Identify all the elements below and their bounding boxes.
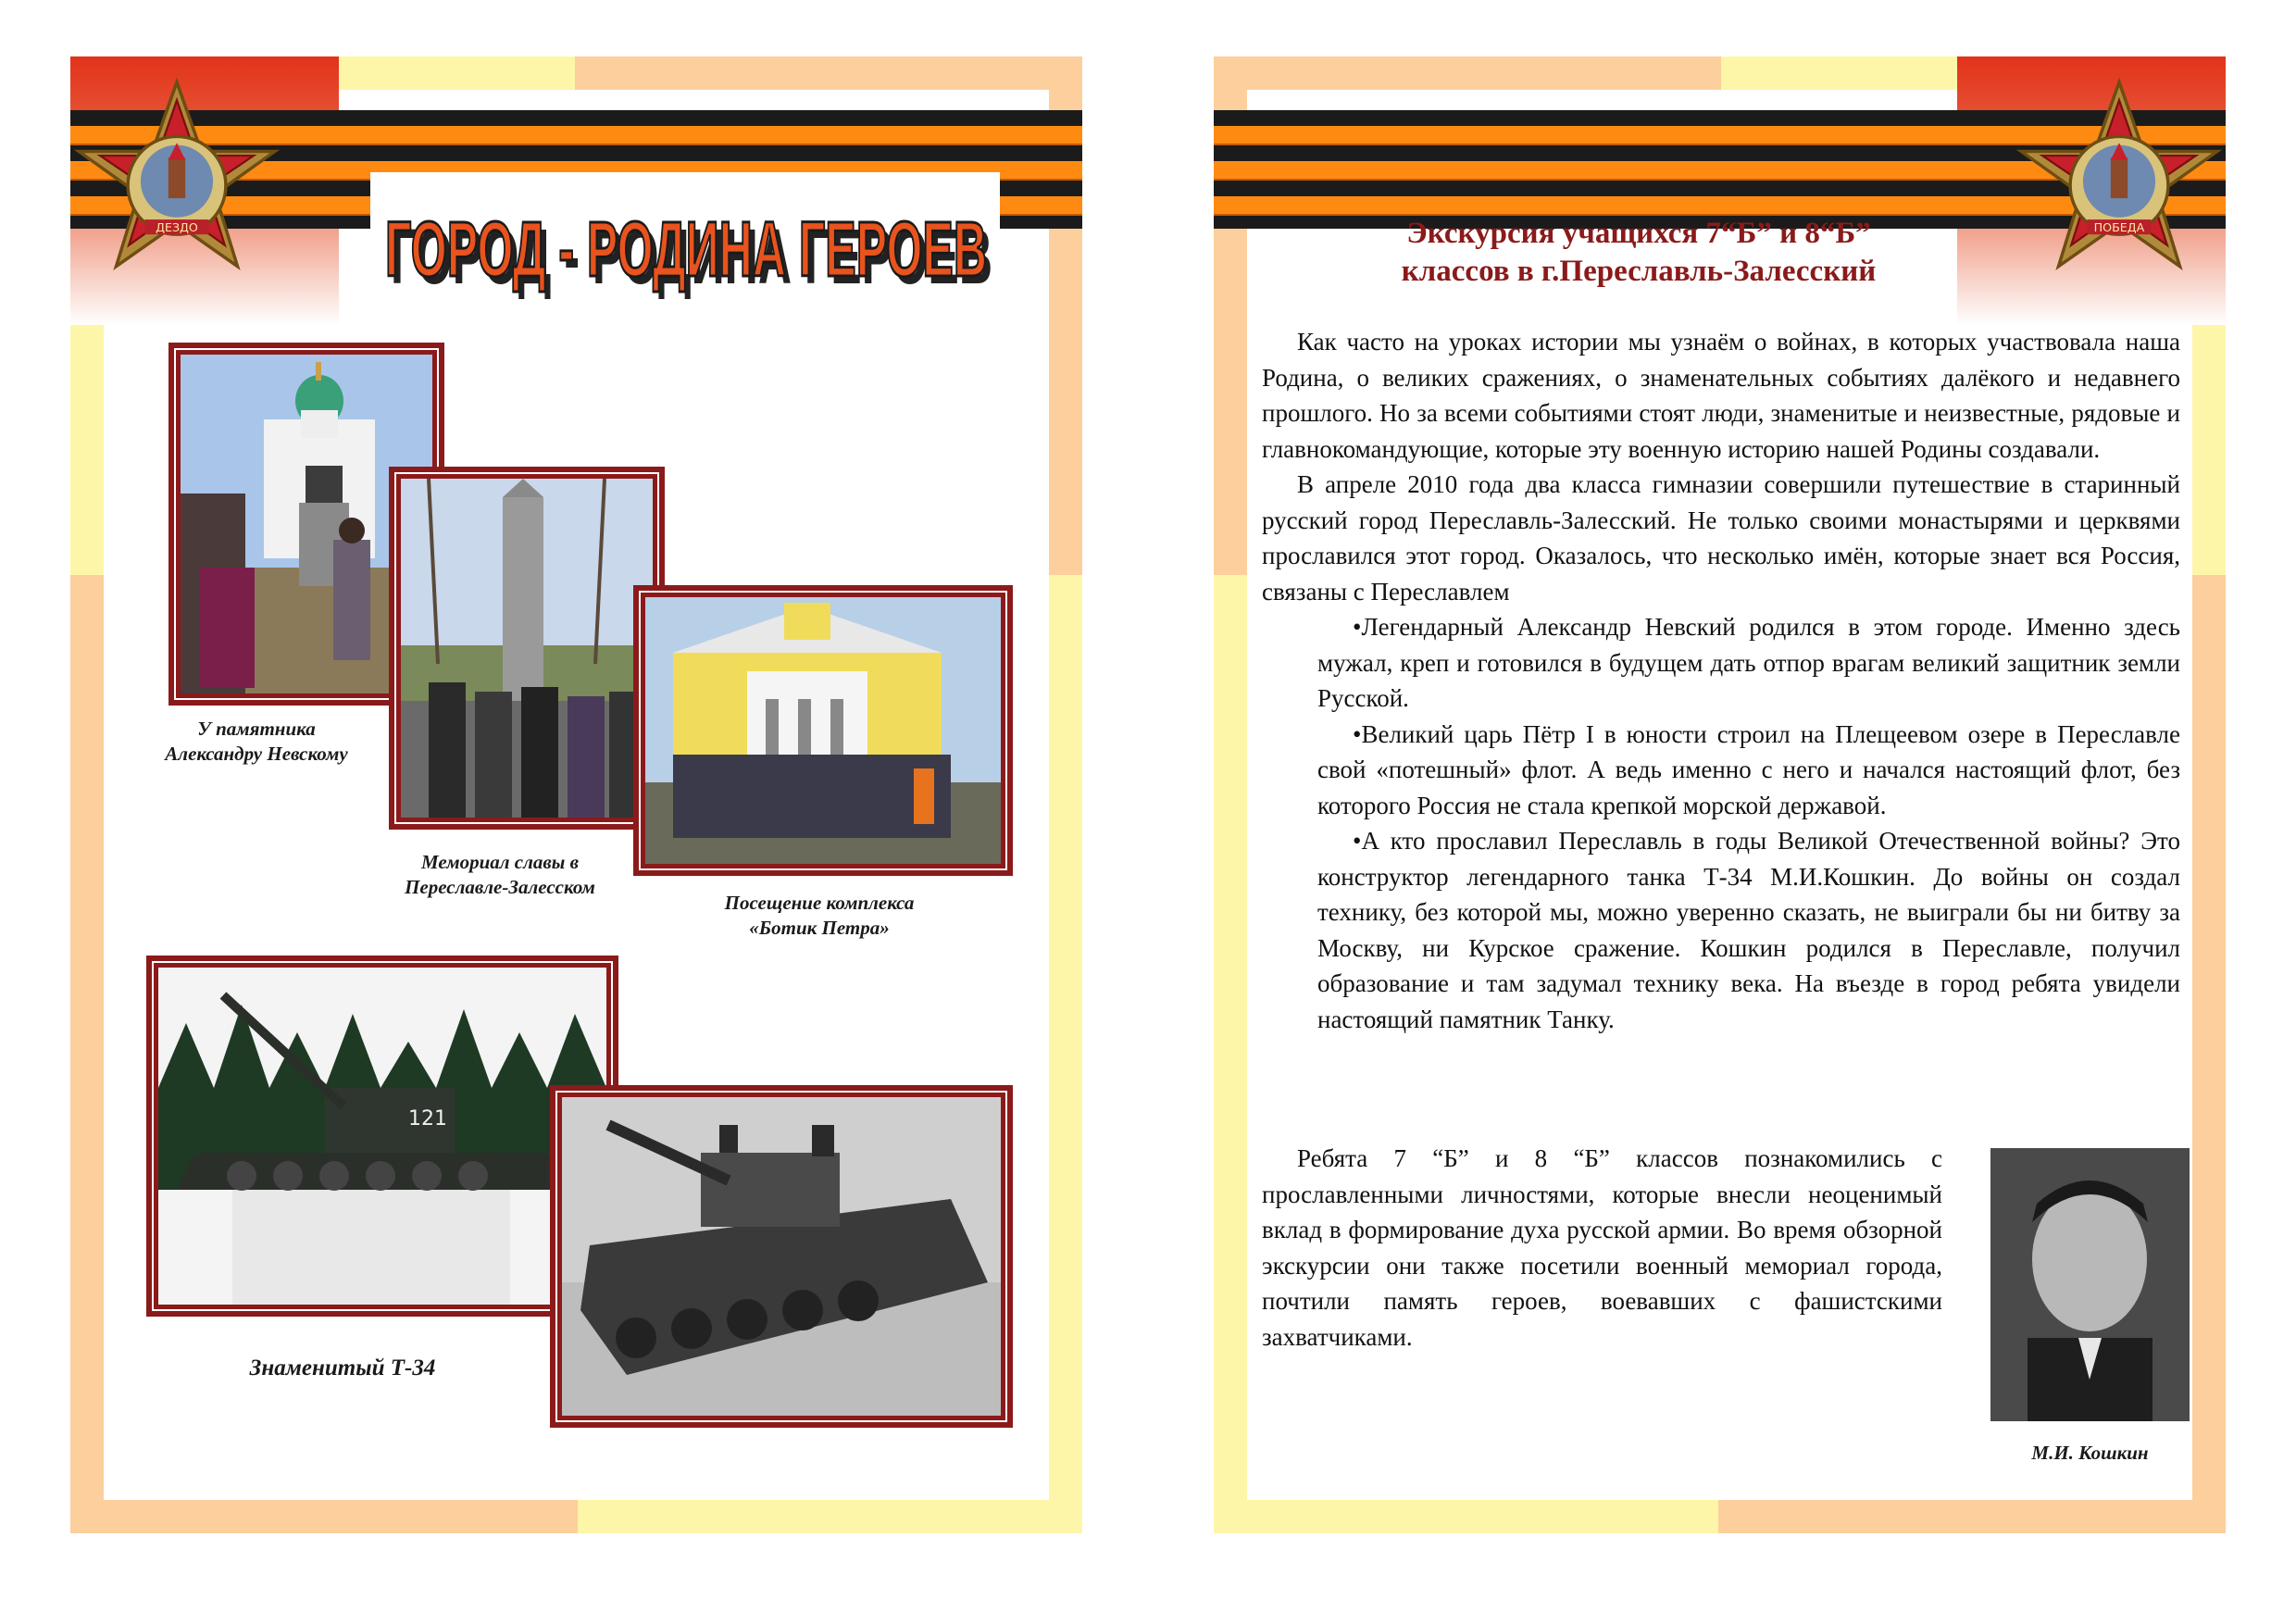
photo-botik-petra bbox=[641, 593, 1005, 868]
article-heading bbox=[1278, 215, 2000, 292]
svg-text:ДЕЗДО: ДЕЗДО bbox=[156, 219, 198, 234]
paragraph: В апреле 2010 года два класса гимназии совершили путешествие в старинный русский город Переславль-Залесский. Не только своими монастырями и церквями прославился этот город. Оказалось, что несколько имён, которые знает вся Россия, связаны с Переславлем bbox=[1262, 470, 2180, 606]
caption-botik bbox=[680, 891, 958, 942]
heading-line: Экскурсия учащихся 7“Б” и 8“Б” bbox=[1406, 217, 1871, 250]
order-star-icon bbox=[2013, 77, 2226, 290]
frame-block bbox=[1718, 1500, 2226, 1533]
closing-paragraph bbox=[1262, 1141, 1942, 1355]
photo-memorial bbox=[396, 474, 657, 822]
caption-text: Переславле-Залесском bbox=[405, 876, 595, 899]
svg-text:ПОБЕДА: ПОБЕДА bbox=[2093, 219, 2145, 234]
paragraph: Как часто на уроках истории мы узнаём о войнах, в которых участвовала наша Родина, о великих сражениях, о знаменательных событиях далёкого и недавнего прошлого. Но за всеми событиями стоят люди, знаменитые и неизвестные, рядовые и главнокомандующие, которые эту военную историю нашей Родины создавали. bbox=[1262, 328, 2180, 463]
bullet-item: •Легендарный Александр Невский родился в этом городе. Именно здесь мужал, креп и готовился в будущем дать отпор врагам великий защитник земли Русской. bbox=[1317, 613, 2180, 712]
photo-tank-bw bbox=[557, 1093, 1005, 1420]
order-star-icon bbox=[70, 77, 283, 290]
heading-line: классов в г.Переславль-Залесский bbox=[1401, 255, 1877, 289]
paragraph: Ребята 7 “Б” и 8 “Б” классов познакомились с прославленными личностями, которые внесли неоценимый вклад в формирование духа русской армии. Во время обзорной экскурсии они также посетили военный мемориал города, почтили память героев, воевавших с фашистскими захватчиками. bbox=[1262, 1144, 1942, 1351]
koshkin-portrait bbox=[1990, 1148, 2190, 1421]
bullet-item: •А кто прославил Переславль в годы Великой Отечественной войны? Это конструктор легендарного танка Т-34 М.И.Кошкин. До войны он создал технику, без которой мы, можно уверенно сказать, не выиграли бы ни битву за Москву, ни Курское сражение. Кошкин родился в Переславле, получил образование и там задумал технику века. На въезде в город ребята увидели настоящий памятник Танку. bbox=[1317, 827, 2180, 1033]
bullet-list bbox=[1262, 609, 2180, 1037]
photo-t34 bbox=[154, 963, 611, 1309]
svg-text:121: 121 bbox=[408, 1107, 447, 1131]
caption-text: «Ботик Петра» bbox=[749, 917, 890, 940]
bullet-item: •Великий царь Пётр I в юности строил на Плещеевом озере в Переславле свой «потешный» флот. А ведь именно с него и начался настоящий флот, без которого Россия не стала крепкой морской державой. bbox=[1317, 719, 2180, 819]
page-title bbox=[370, 172, 1000, 320]
caption-text: Александру Невскому bbox=[165, 743, 348, 766]
caption-memorial bbox=[366, 850, 634, 901]
caption-t34: Знаменитый Т-34 bbox=[249, 1355, 436, 1380]
portrait-caption: М.И. Кошкин bbox=[2031, 1442, 2149, 1464]
frame-block bbox=[70, 575, 104, 1533]
frame-block bbox=[1214, 56, 1721, 90]
frame-block bbox=[2192, 575, 2226, 1533]
frame-block bbox=[70, 1500, 578, 1533]
caption-nevsky bbox=[131, 717, 381, 768]
article-body bbox=[1262, 324, 2180, 1037]
caption-text: Посещение комплекса bbox=[724, 892, 915, 914]
caption-text: Мемориал славы в bbox=[421, 851, 579, 873]
title-shadow: ГОРОД - РОДИНА ГЕРОЕВ bbox=[391, 213, 992, 300]
caption-text: У памятника bbox=[197, 718, 316, 740]
title-text: ГОРОД - РОДИНА ГЕРОЕВ bbox=[385, 206, 987, 293]
frame-block bbox=[575, 56, 1082, 90]
